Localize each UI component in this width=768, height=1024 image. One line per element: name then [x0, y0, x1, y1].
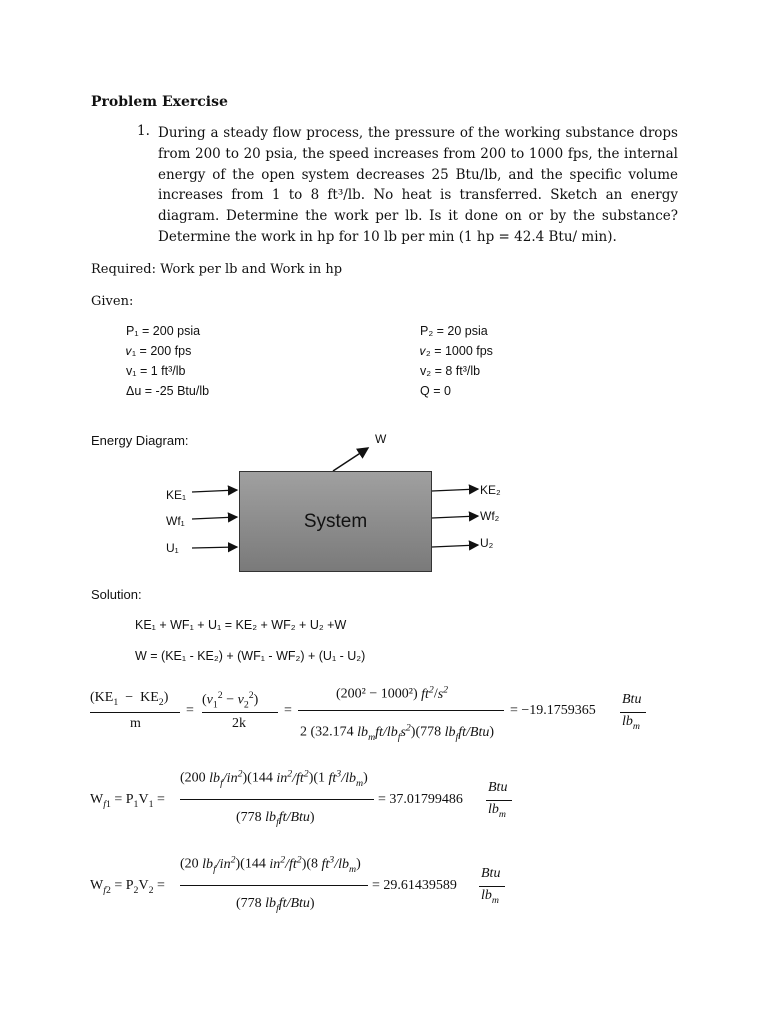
- u1-arrow: [192, 547, 237, 548]
- u1-label: U₁: [166, 541, 179, 555]
- fraction-bar: [202, 712, 278, 713]
- ke-equation-numerator-left: $(KE_1 - KE_2)$: [90, 690, 169, 708]
- wf1-label: Wf₁: [166, 514, 185, 528]
- u2-label: U₂: [480, 536, 494, 550]
- wf1-arrow: [192, 517, 237, 519]
- required-line: Required: Work per lb and Work in hp: [91, 262, 343, 277]
- equals-sign: =: [284, 703, 292, 718]
- work-label: W: [375, 432, 387, 446]
- system-box: [239, 471, 432, 572]
- wf2-result: = 29.61439589: [372, 878, 457, 893]
- energy-balance-equation: KE₁ + WF₁ + U₁ = KE₂ + WF₂ + U₂ +W: [135, 618, 347, 632]
- ke-unit-den: $lb_m$: [622, 714, 640, 732]
- fraction-bar: [479, 886, 505, 887]
- system-label: System: [303, 510, 368, 532]
- work-equation: W = (KE₁ - KE₂) + (WF₁ - WF₂) + (U₁ - U₂): [135, 649, 366, 663]
- energy-diagram-label: Energy Diagram:: [91, 433, 189, 448]
- fraction-bar: [180, 799, 374, 800]
- wf2-label: Wf₂: [480, 509, 500, 523]
- wf2-numerator: (20 $lb_f/in^2)(144$ $in^2/ft^2)(8$ $ft^3/lb_m$): [180, 854, 361, 875]
- fraction-bar: [90, 712, 180, 713]
- fraction-bar: [180, 885, 368, 886]
- given-q: Q = 0: [420, 384, 451, 398]
- ke-equation-denominator-left: m: [130, 716, 141, 731]
- wf2-lhs: $W_{f2} = P_2V_2$ =: [90, 878, 165, 896]
- wf1-numerator: (200 $lb_f/in^2)(144$ $in^2/ft^2)(1$ $ft^3/lb_m$): [180, 768, 368, 789]
- fraction-bar: [298, 710, 504, 711]
- ke1-arrow: [192, 490, 237, 492]
- work-arrow: [333, 448, 368, 471]
- fraction-bar: [620, 712, 646, 713]
- ke-2k: 2k: [232, 716, 246, 731]
- wf2-unit-den: $lb_m$: [481, 888, 499, 906]
- wf2-arrow: [432, 516, 478, 518]
- given-label: Given:: [91, 294, 134, 309]
- given-velocity1: 𝑣₁ = 200 fps: [126, 344, 192, 358]
- problem-statement: During a steady flow process, the pressure of the working substance drops from 200 to 20 psia, the speed increases from 200 to 1000 fps, the internal energy of the open system decreases 25 Btu/lb, and the specific volume increases from 1 to 8 ft³/lb. No heat is transferred. Sketch an energy diagram. Determine the work per lb. Is it done on or by the substance? Determine the work in hp for 10 lb per min (1 hp = 42.4 Btu/ min).: [158, 125, 678, 245]
- solution-label: Solution:: [91, 587, 142, 602]
- ke2-arrow: [432, 489, 478, 491]
- wf1-unit-den: $lb_m$: [488, 802, 506, 820]
- ke1-label: KE₁: [166, 488, 187, 502]
- given-specific-volume2: v₂ = 8 ft³/lb: [420, 364, 481, 378]
- given-delta-u: Δu = -25 Btu/lb: [126, 384, 210, 398]
- wf1-denominator: (778 $lb_fft/Btu$): [236, 810, 315, 828]
- wf1-lhs: $W_{f1} = P_1V_1$ =: [90, 792, 165, 810]
- fraction-bar: [486, 800, 512, 801]
- ke-numerator-values: (200² − 1000²) $ft^2/s^2$: [336, 684, 449, 702]
- velocity-term: $(v_1^2 - v_2^2)$: [202, 690, 259, 711]
- ke-unit-num: Btu: [622, 692, 642, 707]
- document-title: Problem Exercise: [91, 94, 228, 110]
- given-specific-volume1: v₁ = 1 ft³/lb: [126, 364, 186, 378]
- ke-denominator-values: 2 (32.174 $lb_mft/lb_fs^2)(778$ $lb_fft/Btu$): [300, 722, 495, 743]
- given-p2: P₂ = 20 psia: [420, 324, 488, 338]
- ke2-label: KE₂: [480, 483, 501, 497]
- given-velocity2: 𝑣₂ = 1000 fps: [420, 344, 493, 358]
- wf2-unit-num: Btu: [481, 866, 501, 881]
- wf1-unit-num: Btu: [488, 780, 508, 795]
- ke-result: = −19.1759365: [510, 703, 596, 718]
- wf1-result: = 37.01799486: [378, 792, 463, 807]
- u2-arrow: [432, 545, 478, 547]
- problem-number: 1.: [137, 123, 150, 139]
- wf2-denominator: (778 $lb_fft/Btu$): [236, 896, 315, 914]
- given-p1: P₁ = 200 psia: [126, 324, 201, 338]
- equals-sign: =: [186, 703, 194, 718]
